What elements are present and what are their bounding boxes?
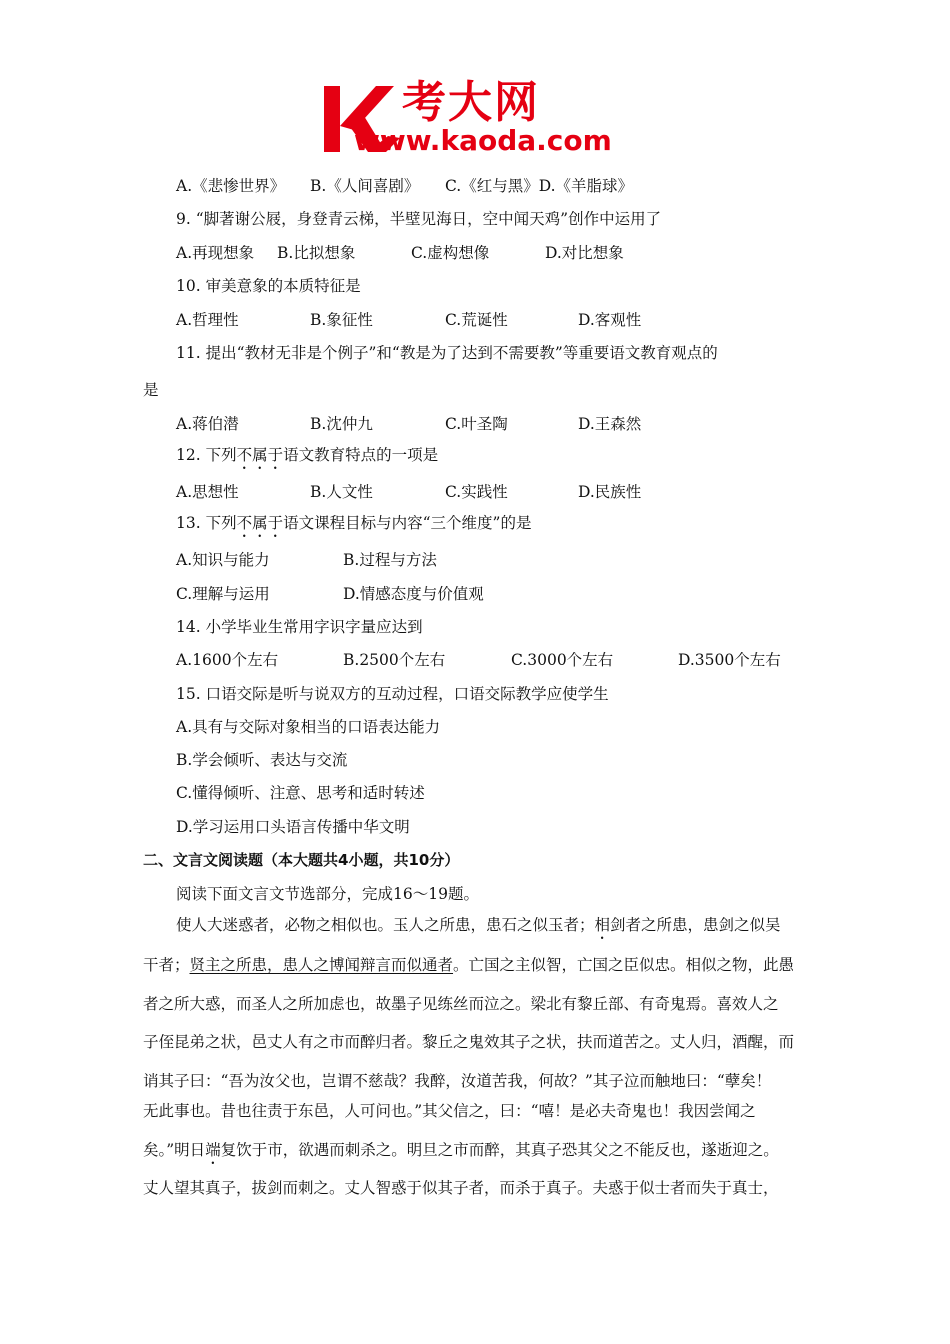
q9-option-b: B.比拟想象 bbox=[277, 244, 356, 262]
q12-stem-emphasis: 不属于 bbox=[236, 446, 284, 464]
q12-option-d: D.民族性 bbox=[578, 483, 642, 501]
q11-option-b: B.沈仲九 bbox=[310, 415, 373, 433]
passage-line-7a: 矣。”明日 bbox=[143, 1141, 206, 1159]
q15-option-a: A.具有与交际对象相当的口语表达能力 bbox=[176, 718, 441, 736]
q14-option-b: B.2500个左右 bbox=[343, 651, 446, 669]
q13-option-c: C.理解与运用 bbox=[176, 585, 270, 603]
passage-line-8: 丈人望其真子，拔剑而刺之。丈人智惑于似其子者，而杀于真子。夫惑于似士者而失于真士， bbox=[143, 1179, 779, 1197]
q8-option-cd: C.《红与黑》D.《羊脂球》 bbox=[445, 177, 634, 195]
q12-stem-post: 语文教育特点的一项是 bbox=[283, 446, 439, 464]
q12-stem-pre: 12. 下列 bbox=[176, 446, 237, 464]
passage-line-2c: 。亡国之主似智，亡国之臣似忠。相似之物，此愚 bbox=[453, 956, 795, 974]
q11-option-c: C.叶圣陶 bbox=[445, 415, 508, 433]
q8-option-a: A.《悲惨世界》 bbox=[176, 177, 286, 195]
passage-line-6: 无此事也。昔也往责于东邑，人可问也。”其父信之，曰：“嘻！是必夫奇鬼也！我因尝闻之 bbox=[143, 1102, 756, 1120]
q15-option-b: B.学会倾听、表达与交流 bbox=[176, 751, 348, 769]
logo-url: www.kaoda.com bbox=[354, 124, 612, 157]
kaoda-logo bbox=[318, 78, 640, 160]
q9-option-a: A.再现想象 bbox=[176, 244, 255, 262]
q12-option-b: B.人文性 bbox=[310, 483, 373, 501]
q13-stem-post: 语文课程目标与内容“三个维度”的是 bbox=[283, 514, 532, 532]
q15-option-c: C.懂得倾听、注意、思考和适时转述 bbox=[176, 784, 425, 802]
section-instruction: 阅读下面文言文节选部分，完成16～19题。 bbox=[176, 885, 479, 903]
q8-option-b: B.《人间喜剧》 bbox=[310, 177, 420, 195]
section-heading: 二、文言文阅读题（本大题共4小题，共10分） bbox=[143, 851, 460, 869]
q11-option-a: A.蒋伯潜 bbox=[176, 415, 239, 433]
q14-stem: 14. 小学毕业生常用字识字量应达到 bbox=[176, 618, 423, 636]
passage-line-2 bbox=[143, 955, 794, 975]
q13-stem-emphasis: 不属于 bbox=[236, 514, 284, 532]
logo-title: 考大网 bbox=[402, 77, 540, 128]
q12-option-a: A.思想性 bbox=[176, 483, 239, 501]
passage-line-1c: 剑者之所患，患剑之似吴 bbox=[610, 916, 781, 934]
q11-stem-line1: 11. 提出“教材无非是个例子”和“教是为了达到不需要教”等重要语文教育观点的 bbox=[176, 344, 718, 362]
q11-stem-line2: 是 bbox=[143, 381, 159, 399]
passage-line-2a: 干者； bbox=[143, 956, 190, 974]
q9-option-c: C.虚构想像 bbox=[411, 244, 490, 262]
passage-line-1a: 使人大迷惑者，必物之相似也。玉人之所患，患石之似玉者； bbox=[176, 916, 595, 934]
q13-option-b: B.过程与方法 bbox=[343, 551, 437, 569]
passage-line-7 bbox=[143, 1140, 779, 1168]
q14-option-a: A.1600个左右 bbox=[176, 651, 279, 669]
q13-stem-pre: 13. 下列 bbox=[176, 514, 237, 532]
q13-option-a: A.知识与能力 bbox=[176, 551, 270, 569]
q9-option-d: D.对比想象 bbox=[545, 244, 624, 262]
q14-option-c: C.3000个左右 bbox=[511, 651, 614, 669]
q12-option-c: C.实践性 bbox=[445, 483, 508, 501]
passage-line-1-emphasis: 相 bbox=[594, 916, 611, 934]
q11-option-d: D.王森然 bbox=[578, 415, 642, 433]
q12-stem bbox=[176, 445, 438, 473]
q10-option-a: A.哲理性 bbox=[176, 311, 239, 329]
q9-stem: 9. “脚著谢公屐，身登青云梯，半壁见海日，空中闻天鸡”创作中运用了 bbox=[176, 210, 662, 228]
passage-line-7c: 复饮于市，欲遇而刺杀之。明旦之市而醉，其真子恐其父之不能反也，遂逝迎之。 bbox=[220, 1141, 779, 1159]
q14-option-d: D.3500个左右 bbox=[678, 651, 781, 669]
passage-line-5: 诮其子曰：“吾为汝父也，岂谓不慈哉？我醉，汝道苦我，何故？”其子泣而触地曰：“孽矣！ bbox=[143, 1072, 772, 1090]
q15-stem: 15. 口语交际是听与说双方的互动过程，口语交际教学应使学生 bbox=[176, 685, 609, 703]
q10-option-c: C.荒诞性 bbox=[445, 311, 508, 329]
passage-line-1 bbox=[176, 915, 781, 943]
q10-option-b: B.象征性 bbox=[310, 311, 373, 329]
passage-underlined-sentence: 贤主之所患，患人之博闻辩言而似通者 bbox=[189, 956, 454, 974]
passage-line-7-emphasis: 端 bbox=[205, 1141, 221, 1159]
q10-stem: 10. 审美意象的本质特征是 bbox=[176, 277, 361, 295]
passage-line-3: 者之所大惑，而圣人之所加虑也，故墨子见练丝而泣之。梁北有黎丘部、有奇鬼焉。喜效人之 bbox=[143, 995, 779, 1013]
passage-line-4: 子侄昆弟之状，邑丈人有之市而醉归者。黎丘之鬼效其子之状，扶而道苦之。丈人归，酒醒，而 bbox=[143, 1033, 795, 1051]
q10-option-d: D.客观性 bbox=[578, 311, 642, 329]
q13-option-d: D.情感态度与价值观 bbox=[343, 585, 484, 603]
q13-stem bbox=[176, 513, 531, 541]
q15-option-d: D.学习运用口头语言传播中华文明 bbox=[176, 818, 410, 836]
